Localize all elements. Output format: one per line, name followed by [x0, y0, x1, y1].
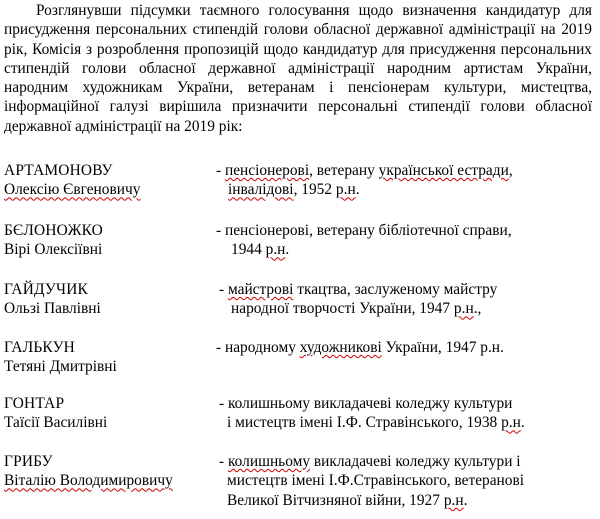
recipient-description: [216, 221, 512, 260]
recipient-surname: АРТАМОНОВУ: [4, 162, 113, 179]
recipient: [4, 221, 214, 260]
description-line: і мистецтв імені І.Ф. Стравінського, 1938 р.н.: [227, 414, 525, 432]
description-line: Великої Вітчизняної війни, 1927 р.н.: [227, 491, 468, 509]
recipient-name: Вірі Олексіївні: [4, 241, 103, 259]
description-line: мистецтв імені І.Ф.Стравінського, ветеранові: [227, 472, 525, 490]
recipient-surname: ГАЛЬКУН: [4, 339, 75, 356]
recipient: [4, 280, 214, 319]
recipient-description: [219, 280, 497, 319]
recipient-name: [4, 471, 214, 490]
recipient-name-text: Олексію Євгеновичу: [4, 181, 141, 199]
recipient-surname: ГОНТАР: [4, 395, 65, 412]
recipient: [4, 452, 214, 491]
recipient: [4, 161, 214, 200]
recipient-name: Ользі Павлівні: [4, 300, 101, 318]
recipient-name: Тетяні Дмитрівні: [4, 358, 117, 376]
recipient: [4, 394, 214, 433]
recipient-surname: ГАЙДУЧИК: [4, 281, 89, 298]
recipient-name: Таїсії Василівні: [4, 414, 108, 432]
recipient-name: [4, 180, 214, 199]
description-line: - народному художникові України, 1947 р.н.: [216, 339, 504, 356]
description-line: інвалідові, 1952 р.н.: [228, 181, 360, 199]
description-line: - колишньому викладачеві коледжу культури і: [219, 453, 521, 470]
recipient: [4, 338, 214, 377]
recipient-description: [219, 452, 524, 510]
description-line: - колишньому викладачеві коледжу культури: [219, 395, 513, 412]
description-line: 1944 р.н.: [231, 241, 290, 259]
recipient-name-text: Віталію Володимировичу: [4, 472, 173, 490]
recipient-description: [216, 161, 513, 200]
recipient-description: [216, 338, 504, 357]
description-line: - пенсіонерові, ветерану бібліотечної справи,: [216, 222, 512, 239]
description-line: народної творчості України, 1947 р.н.,: [231, 300, 482, 318]
recipient-description: [219, 394, 525, 433]
recipient-surname: БЄЛОНОЖКО: [4, 222, 103, 239]
intro-paragraph: Розглянувши підсумки таємного голосування щодо визначення кандидатур для присудження персональних стипендій голови обласної державної адміністрації на 2019 рік, Комісія з розроблення пропозицій щодо кандидатур для присудження персональних стипендій голови обласної державної адміністрації народним артистам України, народним художникам України, ветеранам і пенсіонерам культури, мистецтва, інформаційної галузі вирішила призначити персональні стипендії голови обласної державної адміністрації на 2019 рік:: [4, 2, 592, 135]
description-line: - майстрові ткацтва, заслуженому майстру: [219, 281, 498, 298]
description-line: - пенсіонерові, ветерану української естради,: [216, 162, 513, 179]
recipient-surname: ГРИБУ: [4, 453, 53, 470]
